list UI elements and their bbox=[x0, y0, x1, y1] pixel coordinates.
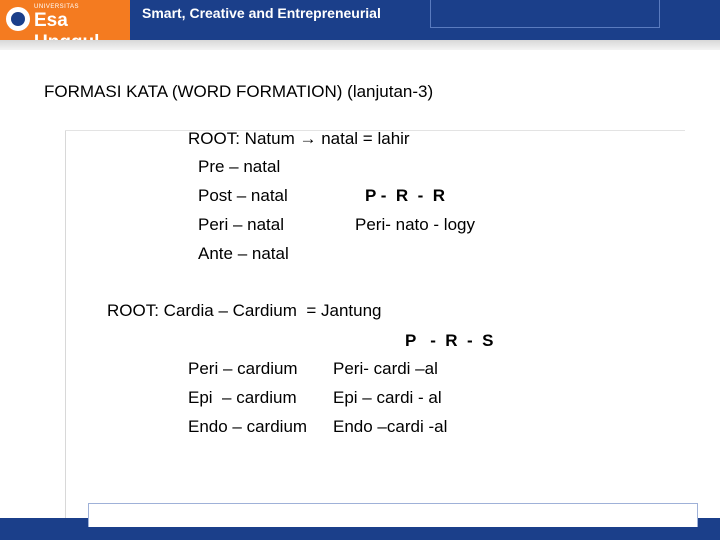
root1-item: Post – natal bbox=[198, 186, 288, 205]
header-shadow-band bbox=[0, 40, 720, 50]
root1-meaning: natal = lahir bbox=[321, 129, 410, 148]
university-emblem-icon bbox=[6, 7, 30, 31]
root2-heading: ROOT: Cardia – Cardium = Jantung bbox=[107, 301, 382, 320]
logo-text: Esa bbox=[34, 10, 68, 31]
tagline: Smart, Creative and Entrepreneurial bbox=[142, 5, 381, 21]
root2-left-item: Endo – cardium bbox=[188, 417, 308, 436]
root1-item: Peri – natal bbox=[198, 215, 284, 234]
root1-item: Pre – natal bbox=[198, 157, 281, 176]
slide-title: FORMASI KATA (WORD FORMATION) (lanjutan-3) bbox=[44, 82, 434, 101]
footer-decor-frame bbox=[88, 503, 698, 527]
root1-item: Ante – natal bbox=[198, 244, 289, 263]
header-decor-frame bbox=[430, 0, 660, 28]
root2-left-item: Epi – cardium bbox=[188, 388, 297, 407]
root2-right-item: Epi – cardi - al bbox=[333, 388, 442, 407]
root1-heading-text: ROOT: Natum bbox=[188, 129, 295, 148]
root1-example: Peri- nato - logy bbox=[355, 215, 475, 234]
root2-right-item: Endo –cardi -al bbox=[333, 417, 448, 436]
logo-subtext: UNIVERSITAS bbox=[34, 4, 80, 10]
decor-line-left bbox=[65, 130, 66, 530]
header-bar bbox=[0, 0, 720, 40]
root2-right-item: Peri- cardi –al bbox=[333, 359, 438, 378]
root2-left-item: Peri – cardium bbox=[188, 359, 298, 378]
root1-pattern: P - R - R bbox=[365, 186, 445, 205]
logo bbox=[0, 0, 130, 40]
arrow-right-icon: → bbox=[299, 129, 317, 148]
root1-heading bbox=[188, 129, 410, 149]
root2-pattern: P - R - S bbox=[405, 331, 494, 350]
